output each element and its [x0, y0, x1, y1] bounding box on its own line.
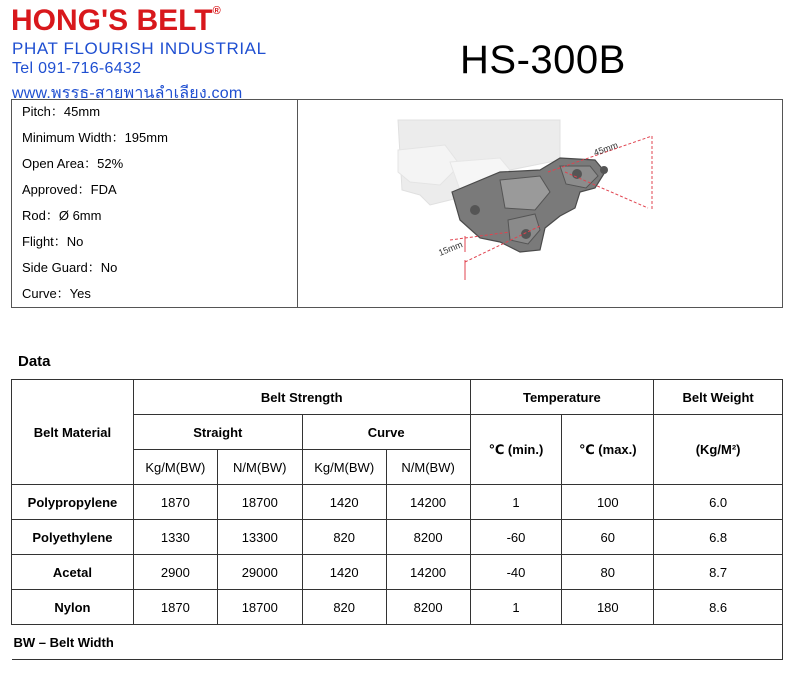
spec-min-width: Minimum Width：195mm [22, 130, 168, 145]
table-row [12, 485, 783, 520]
header-belt-weight: Belt Weight [654, 380, 783, 415]
material-cell: Acetal [12, 555, 134, 590]
curve-nm-cell: 14200 [386, 555, 470, 590]
curve-nm-cell: 8200 [386, 520, 470, 555]
curve-kgm-cell: 1420 [302, 555, 386, 590]
belt-module-diagram [390, 110, 690, 300]
belt-width-note: BW – Belt Width [12, 625, 783, 660]
straight-kgm-cell: 2900 [133, 555, 217, 590]
header-temp-min: ℃ (min.) [470, 415, 562, 485]
curve-kgm-cell: 1420 [302, 485, 386, 520]
model-title: HS-300B [460, 38, 626, 82]
header-straight-kgm: Kg/M(BW) [133, 450, 217, 485]
curve-nm-cell: 14200 [386, 485, 470, 520]
temp-min-cell: 1 [470, 590, 562, 625]
straight-nm-cell: 18700 [217, 485, 302, 520]
weight-cell: 8.7 [654, 555, 783, 590]
dim-pitch-label: 45mm [592, 139, 620, 158]
spec-side-guard: Side Guard：No [22, 260, 118, 275]
spec-rod: Rod：Ø 6mm [22, 208, 102, 223]
company-name: PHAT FLOURISH INDUSTRIAL [12, 39, 267, 58]
curve-kgm-cell: 820 [302, 590, 386, 625]
weight-cell: 6.8 [654, 520, 783, 555]
straight-nm-cell: 29000 [217, 555, 302, 590]
header-belt-material: Belt Material [12, 380, 134, 485]
header-temperature: Temperature [470, 380, 654, 415]
material-cell: Polypropylene [12, 485, 134, 520]
header-straight-nm: N/M(BW) [217, 450, 302, 485]
weight-cell: 8.6 [654, 590, 783, 625]
straight-nm-cell: 13300 [217, 520, 302, 555]
spec-open-area: Open Area：52% [22, 156, 124, 171]
straight-kgm-cell: 1870 [133, 590, 217, 625]
temp-max-cell: 180 [562, 590, 654, 625]
table-header-row-1 [12, 380, 783, 415]
temp-max-cell: 60 [562, 520, 654, 555]
phone-number: Tel 091-716-6432 [12, 60, 142, 77]
data-heading: Data [18, 353, 51, 370]
table-row [12, 590, 783, 625]
curve-nm-cell: 8200 [386, 590, 470, 625]
registered-mark: ® [212, 5, 221, 17]
spec-approved: Approved：FDA [22, 182, 117, 197]
header-belt-strength: Belt Strength [133, 380, 470, 415]
table-note-row [12, 625, 783, 660]
temp-min-cell: 1 [470, 485, 562, 520]
weight-cell: 6.0 [654, 485, 783, 520]
header-curve: Curve [302, 415, 470, 450]
spec-pitch: Pitch：45mm [22, 104, 101, 119]
spec-flight: Flight：No [22, 234, 84, 249]
header-curve-kgm: Kg/M(BW) [302, 450, 386, 485]
table-row [12, 555, 783, 590]
straight-nm-cell: 18700 [217, 590, 302, 625]
dim-height-label: 15mm [437, 239, 464, 258]
header-straight: Straight [133, 415, 302, 450]
temp-max-cell: 100 [562, 485, 654, 520]
temp-max-cell: 80 [562, 555, 654, 590]
material-cell: Polyethylene [12, 520, 134, 555]
spec-divider [297, 99, 298, 308]
header-temp-max: ℃ (max.) [562, 415, 654, 485]
spec-curve: Curve：Yes [22, 286, 91, 301]
header-weight-unit: (Kg/M²) [654, 415, 783, 485]
straight-kgm-cell: 1330 [133, 520, 217, 555]
brand-logo-text: HONG'S BELT [11, 4, 213, 37]
header-curve-nm: N/M(BW) [386, 450, 470, 485]
brand-logo [11, 6, 221, 36]
curve-kgm-cell: 820 [302, 520, 386, 555]
material-cell: Nylon [12, 590, 134, 625]
table-row [12, 520, 783, 555]
temp-min-cell: -40 [470, 555, 562, 590]
straight-kgm-cell: 1870 [133, 485, 217, 520]
belt-data-table [11, 379, 783, 660]
temp-min-cell: -60 [470, 520, 562, 555]
website-link[interactable]: www.พรรธ-สายพานลำเลียง.com [12, 85, 243, 102]
